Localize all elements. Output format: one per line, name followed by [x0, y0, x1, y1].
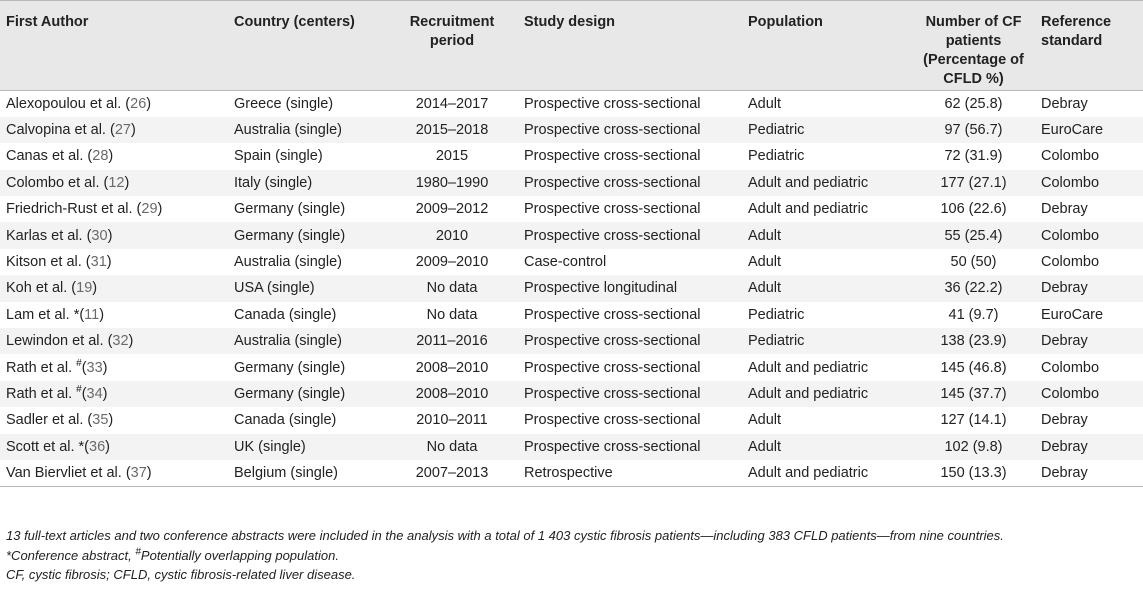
author-name: Lam et al. *(	[6, 306, 85, 323]
design-value: Prospective longitudinal	[524, 280, 678, 297]
country-value: Italy (single)	[234, 174, 313, 191]
cell-patients	[912, 143, 1035, 169]
cell-period	[386, 249, 518, 275]
design-value: Prospective cross-sectional	[524, 227, 701, 244]
author-name: Karlas et al. (	[6, 227, 92, 244]
cell-country	[228, 196, 386, 222]
table-row	[0, 143, 1143, 169]
country-value: Canada (single)	[234, 412, 337, 429]
design-value: Prospective cross-sectional	[524, 201, 701, 218]
cell-period	[386, 328, 518, 354]
cell-population	[742, 196, 912, 222]
patients-value: 127 (14.1)	[940, 412, 1007, 429]
table-row	[0, 434, 1143, 460]
reference-value: EuroCare	[1041, 306, 1104, 323]
header-row	[0, 1, 1143, 91]
reference-link[interactable]: 19	[76, 280, 93, 297]
cell-period	[386, 170, 518, 196]
patients-value: 102 (9.8)	[944, 438, 1003, 455]
column-header-period	[386, 1, 518, 91]
period-value: 2008–2010	[415, 359, 489, 376]
reference-value: Debray	[1041, 201, 1088, 218]
column-header-text: patients	[945, 33, 1002, 49]
population-value: Adult	[748, 227, 782, 244]
period-value: 2009–2010	[415, 254, 489, 271]
reference-value: Debray	[1041, 95, 1088, 112]
column-header-reference	[1035, 1, 1143, 91]
cell-design	[518, 460, 742, 486]
cell-patients	[912, 407, 1035, 433]
cell-author: Van Biervliet et al. (37)	[0, 460, 228, 486]
period-value: No data	[426, 306, 478, 323]
cell-reference	[1035, 249, 1143, 275]
table-row	[0, 407, 1143, 433]
cell-patients	[912, 196, 1035, 222]
cell-country	[228, 143, 386, 169]
country-value: Spain (single)	[234, 148, 323, 165]
column-header-text: Study design	[524, 14, 616, 30]
cell-reference	[1035, 117, 1143, 143]
cell-period	[386, 143, 518, 169]
author-name: Scott et al. *(	[6, 438, 90, 455]
cell-period	[386, 434, 518, 460]
overlap-mark: #	[76, 357, 82, 369]
period-value: 2011–2016	[416, 333, 488, 350]
period-value: 2009–2012	[415, 201, 489, 218]
cell-country	[228, 117, 386, 143]
cell-reference	[1035, 354, 1143, 380]
reference-link[interactable]: 11	[84, 306, 100, 323]
country-value: Australia (single)	[234, 122, 342, 139]
author-name: Van Biervliet et al. (	[6, 464, 131, 481]
cell-author: Koh et al. (19)	[0, 275, 228, 301]
author-name: Rath et al.	[6, 385, 77, 402]
cell-design	[518, 275, 742, 301]
reference-link[interactable]: 32	[112, 333, 129, 350]
footnote-abbreviations: CF, cystic fibrosis; CFLD, cystic fibrosis-related liver disease.	[6, 567, 356, 582]
patients-value: 145 (46.8)	[940, 359, 1007, 376]
population-value: Pediatric	[748, 333, 805, 350]
population-value: Pediatric	[748, 148, 805, 165]
reference-link[interactable]: 33	[86, 359, 103, 376]
cell-population	[742, 354, 912, 380]
cell-reference	[1035, 222, 1143, 248]
design-value: Prospective cross-sectional	[524, 306, 701, 323]
cell-design	[518, 222, 742, 248]
cell-country	[228, 354, 386, 380]
cell-period	[386, 222, 518, 248]
patients-value: 72 (31.9)	[944, 148, 1003, 165]
cell-population	[742, 222, 912, 248]
table-row	[0, 381, 1143, 407]
cell-patients	[912, 91, 1035, 117]
cell-period	[386, 196, 518, 222]
country-value: Germany (single)	[234, 385, 346, 402]
design-value: Prospective cross-sectional	[524, 148, 701, 165]
column-header-text: Recruitment	[409, 14, 495, 30]
column-header-population	[742, 1, 912, 91]
cell-patients	[912, 117, 1035, 143]
cell-patients	[912, 460, 1035, 486]
cell-patients	[912, 381, 1035, 407]
country-value: Canada (single)	[234, 306, 337, 323]
period-value: 2015	[435, 148, 469, 165]
population-value: Pediatric	[748, 122, 805, 139]
cell-population	[742, 143, 912, 169]
table-header	[0, 1, 1143, 91]
reference-link[interactable]: 36	[89, 438, 106, 455]
cell-population	[742, 407, 912, 433]
reference-value: Debray	[1041, 333, 1088, 350]
population-value: Adult and pediatric	[748, 359, 869, 376]
cell-period	[386, 91, 518, 117]
cell-country	[228, 275, 386, 301]
country-value: USA (single)	[234, 280, 315, 297]
cell-reference	[1035, 434, 1143, 460]
cell-reference	[1035, 196, 1143, 222]
reference-link[interactable]: 31	[90, 254, 107, 271]
cell-design	[518, 117, 742, 143]
design-value: Prospective cross-sectional	[524, 385, 701, 402]
reference-value: Debray	[1041, 464, 1088, 481]
cell-patients	[912, 275, 1035, 301]
cell-period	[386, 381, 518, 407]
cell-reference	[1035, 302, 1143, 328]
population-value: Adult and pediatric	[748, 464, 869, 481]
cell-author: Rath et al. #(34)	[0, 381, 228, 407]
cell-population	[742, 302, 912, 328]
reference-link[interactable]: 28	[92, 148, 109, 165]
design-value: Case-control	[524, 254, 607, 271]
table-row	[0, 302, 1143, 328]
column-header-text: CFLD %)	[943, 71, 1004, 87]
cell-population	[742, 117, 912, 143]
cell-period	[386, 407, 518, 433]
cell-author: Calvopina et al. (27)	[0, 117, 228, 143]
period-value: 2010–2011	[416, 412, 488, 429]
country-value: UK (single)	[234, 438, 306, 455]
cell-reference	[1035, 170, 1143, 196]
patients-value: 62 (25.8)	[944, 95, 1003, 112]
cell-design	[518, 170, 742, 196]
overlap-mark: #	[76, 384, 82, 396]
period-value: 2014–2017	[415, 95, 489, 112]
cell-period	[386, 117, 518, 143]
population-value: Adult	[748, 438, 782, 455]
country-value: Australia (single)	[234, 254, 342, 271]
cell-author: Lewindon et al. (32)	[0, 328, 228, 354]
author-name: Canas et al. (	[6, 148, 93, 165]
cell-design	[518, 196, 742, 222]
reference-link[interactable]: 37	[130, 464, 147, 481]
population-value: Adult and pediatric	[748, 201, 869, 218]
reference-value: Debray	[1041, 412, 1088, 429]
cell-patients	[912, 170, 1035, 196]
table-row	[0, 275, 1143, 301]
period-value: No data	[426, 438, 478, 455]
patients-value: 145 (37.7)	[940, 385, 1007, 402]
cell-author: Kitson et al. (31)	[6, 254, 112, 271]
reference-value: Colombo	[1041, 227, 1100, 244]
cell-design	[518, 91, 742, 117]
cell-design	[518, 249, 742, 275]
table-row	[0, 249, 1143, 275]
cell-design	[518, 143, 742, 169]
population-value: Adult	[748, 280, 782, 297]
cell-design	[518, 381, 742, 407]
reference-link[interactable]: 27	[114, 122, 131, 139]
cell-country	[228, 434, 386, 460]
country-value: Germany (single)	[234, 359, 346, 376]
reference-link[interactable]: 26	[130, 95, 147, 112]
cell-period	[386, 354, 518, 380]
column-header-text: (Percentage of	[923, 52, 1024, 68]
cell-author: Friedrich-Rust et al. (29)	[6, 201, 163, 218]
design-value: Prospective cross-sectional	[524, 122, 701, 139]
cell-country	[228, 249, 386, 275]
cell-population	[742, 460, 912, 486]
country-value: Germany (single)	[234, 227, 346, 244]
table-row	[0, 460, 1143, 486]
period-value: 1980–1990	[415, 174, 489, 191]
cell-author: Karlas et al. (30)	[0, 222, 228, 248]
table-row	[0, 91, 1143, 117]
column-header-text: Country (centers)	[234, 14, 355, 30]
cell-population	[742, 275, 912, 301]
reference-link[interactable]: 29	[141, 201, 158, 218]
reference-value: Colombo	[1041, 254, 1100, 271]
cell-population	[742, 91, 912, 117]
footnote-symbols	[6, 546, 1004, 566]
patients-value: 50 (50)	[950, 254, 997, 271]
cell-author: Colombo et al. (12)	[0, 170, 228, 196]
design-value: Prospective cross-sectional	[524, 95, 701, 112]
design-value: Prospective cross-sectional	[524, 333, 701, 350]
cell-period	[386, 460, 518, 486]
patients-value: 36 (22.2)	[944, 280, 1003, 297]
period-value: 2015–2018	[415, 122, 489, 139]
cell-design	[518, 407, 742, 433]
cell-reference	[1035, 328, 1143, 354]
reference-link[interactable]: 30	[91, 227, 108, 244]
cell-reference	[1035, 460, 1143, 486]
column-header-text: standard	[1041, 33, 1103, 49]
author-name: Calvopina et al. (	[6, 122, 115, 139]
column-header-design	[518, 1, 742, 91]
column-header-text: Number of CF	[925, 14, 1022, 30]
reference-value: Colombo	[1041, 385, 1100, 402]
cell-author: Sadler et al. (35)	[6, 412, 114, 429]
reference-value: EuroCare	[1041, 122, 1104, 139]
population-value: Pediatric	[748, 306, 805, 323]
cell-country	[228, 381, 386, 407]
cell-reference	[1035, 143, 1143, 169]
column-header-text: Population	[748, 14, 823, 30]
table-row	[0, 354, 1143, 380]
patients-value: 150 (13.3)	[940, 464, 1007, 481]
country-value: Belgium (single)	[234, 464, 338, 481]
reference-value: Colombo	[1041, 148, 1100, 165]
footnote-abstract-text: *Conference abstract,	[6, 547, 136, 563]
cell-country	[228, 460, 386, 486]
cell-design	[518, 354, 742, 380]
reference-value: Debray	[1041, 438, 1088, 455]
cell-population	[742, 328, 912, 354]
cell-patients	[912, 328, 1035, 354]
patients-value: 138 (23.9)	[940, 333, 1007, 350]
column-header-patients	[912, 1, 1035, 91]
cell-reference	[1035, 407, 1143, 433]
period-value: No data	[426, 280, 478, 297]
cell-author: Alexopoulou et al. (26)	[6, 95, 152, 112]
cell-country	[228, 222, 386, 248]
cell-design	[518, 434, 742, 460]
country-value: Germany (single)	[234, 201, 346, 218]
cell-country	[228, 302, 386, 328]
period-value: 2008–2010	[415, 385, 489, 402]
column-header-author	[0, 1, 228, 91]
cell-author: Rath et al. #(33)	[6, 357, 108, 376]
column-header-text: First Author	[6, 14, 89, 30]
author-name: Rath et al.	[6, 359, 77, 376]
design-value: Retrospective	[524, 464, 613, 481]
country-value: Australia (single)	[234, 333, 342, 350]
cell-author: Lam et al. *(11)	[6, 306, 105, 323]
cell-patients	[912, 434, 1035, 460]
author-name: Sadler et al. (	[6, 412, 93, 429]
table-row	[0, 170, 1143, 196]
author-name: Lewindon et al. (	[6, 333, 113, 350]
column-header-text: period	[429, 33, 475, 49]
cell-author: Canas et al. (28)	[6, 148, 114, 165]
cell-population	[742, 249, 912, 275]
population-value: Adult and pediatric	[748, 385, 869, 402]
cell-author: Scott et al. *(36)	[0, 434, 228, 460]
cell-country	[228, 91, 386, 117]
country-value: Greece (single)	[234, 95, 334, 112]
author-name: Colombo et al. (	[6, 174, 109, 191]
reference-link[interactable]: 12	[108, 174, 125, 191]
design-value: Prospective cross-sectional	[524, 174, 701, 191]
design-value: Prospective cross-sectional	[524, 359, 701, 376]
cell-population	[742, 381, 912, 407]
cell-patients	[912, 222, 1035, 248]
cell-population	[742, 170, 912, 196]
reference-link[interactable]: 35	[92, 412, 109, 429]
table-body	[0, 91, 1143, 487]
table-row	[0, 117, 1143, 143]
author-name: Kitson et al. (	[6, 254, 91, 271]
reference-link[interactable]: 34	[86, 385, 103, 402]
cell-patients	[912, 249, 1035, 275]
reference-value: Debray	[1041, 280, 1088, 297]
reference-value: Colombo	[1041, 174, 1100, 191]
population-value: Adult	[748, 412, 782, 429]
cell-reference	[1035, 91, 1143, 117]
population-value: Adult	[748, 254, 782, 271]
table-footnotes	[6, 526, 1004, 585]
patients-value: 41 (9.7)	[948, 306, 999, 323]
cell-country	[228, 328, 386, 354]
footnote-overlap-mark: #	[135, 546, 141, 558]
author-name: Alexopoulou et al. (	[6, 95, 131, 112]
population-value: Adult	[748, 95, 782, 112]
cell-population	[742, 434, 912, 460]
cell-reference	[1035, 381, 1143, 407]
cell-period	[386, 275, 518, 301]
footnote-summary: 13 full-text articles and two conference abstracts were included in the analysis with a total of 1 403 cystic fibrosis patients—including 383 CFLD patients—from nine countries.	[6, 528, 1004, 543]
period-value: 2007–2013	[415, 464, 489, 481]
footnote-overlap-text: Potentially overlapping population.	[140, 547, 339, 563]
cell-reference	[1035, 275, 1143, 301]
design-value: Prospective cross-sectional	[524, 412, 701, 429]
design-value: Prospective cross-sectional	[524, 438, 701, 455]
patients-value: 106 (22.6)	[940, 201, 1007, 218]
column-header-text: Reference	[1041, 14, 1112, 30]
cell-patients	[912, 302, 1035, 328]
cell-period	[386, 302, 518, 328]
cell-country	[228, 407, 386, 433]
table-row	[0, 196, 1143, 222]
author-name: Friedrich-Rust et al. (	[6, 201, 142, 218]
patients-value: 55 (25.4)	[944, 227, 1003, 244]
period-value: 2010	[435, 227, 469, 244]
population-value: Adult and pediatric	[748, 174, 869, 191]
table-row	[0, 328, 1143, 354]
reference-value: Colombo	[1041, 359, 1100, 376]
cell-country	[228, 170, 386, 196]
author-name: Koh et al. (	[6, 280, 77, 297]
cell-design	[518, 328, 742, 354]
column-header-country	[228, 1, 386, 91]
cell-patients	[912, 354, 1035, 380]
patients-value: 97 (56.7)	[944, 122, 1003, 139]
cell-design	[518, 302, 742, 328]
table-row	[0, 222, 1143, 248]
patients-value: 177 (27.1)	[940, 174, 1007, 191]
